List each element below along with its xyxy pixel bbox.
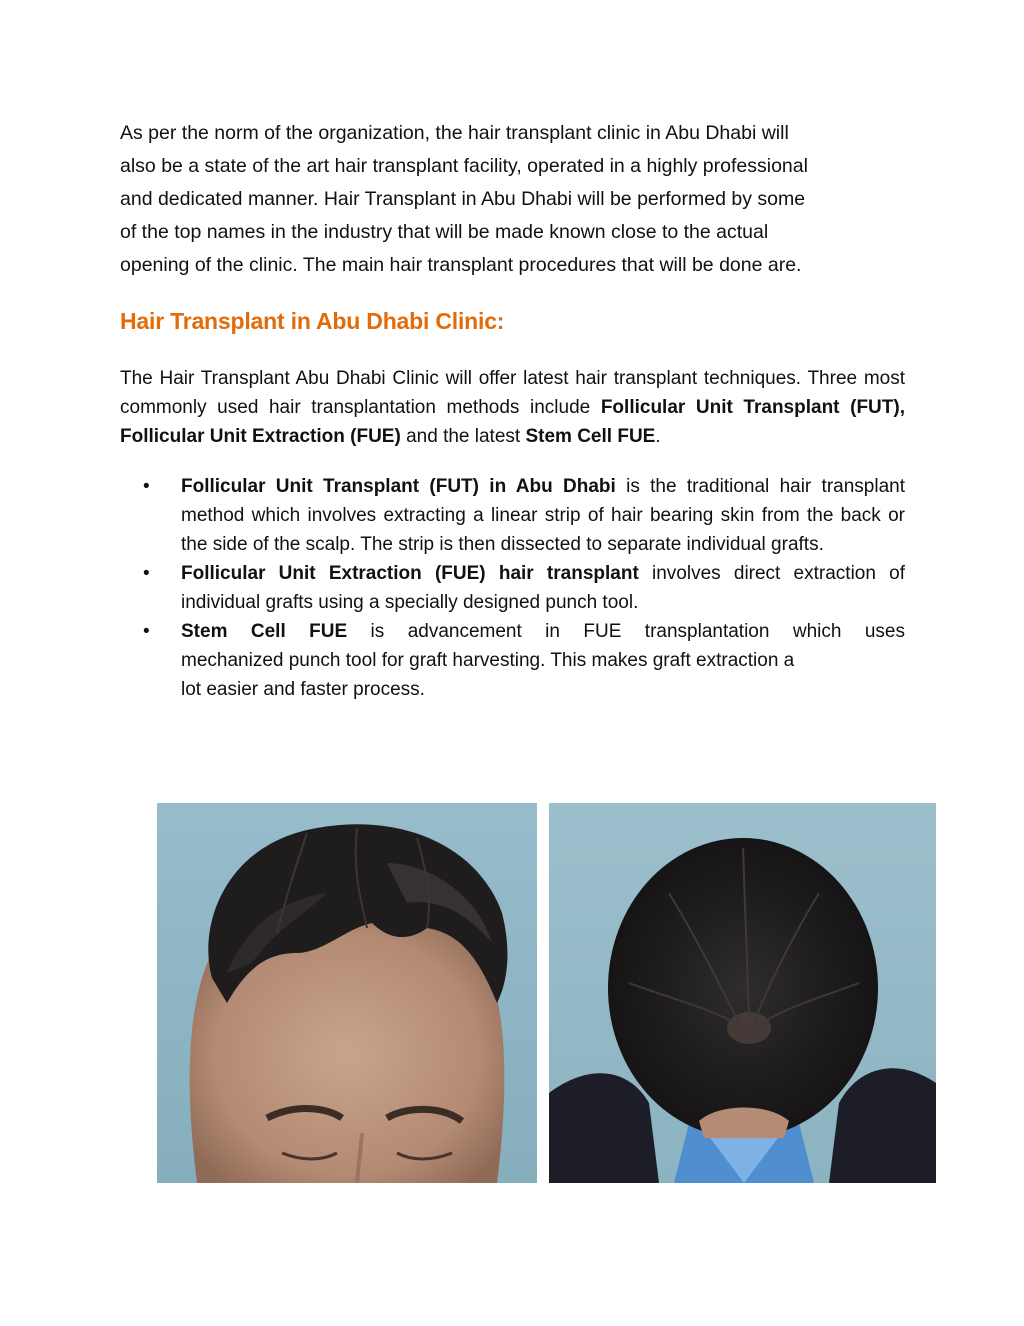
bullet-text: is the traditional hair transplant method which involves extracting a linear strip of hair bearing skin from the back or the side of the scalp. The strip is then dissected to separate individual grafts. [181,476,905,555]
bullet-bold: Follicular Unit Extraction (FUE) hair transplant [181,563,639,584]
intro-line: opening of the clinic. The main hair transplant procedures that will be done are. [120,254,802,276]
intro-line: of the top names in the industry that will be made known close to the actual [120,221,769,243]
before-after-photos [154,803,936,1183]
bullet-marker: • [143,476,150,497]
intro-paragraph [120,117,890,282]
methods-list [143,472,905,704]
para-bold-stem-cell: Stem Cell FUE [525,426,656,447]
bullet-marker: • [143,563,150,584]
bullet-line: lot easier and faster process. [181,679,425,700]
list-item [143,472,905,559]
section-heading: Hair Transplant in Abu Dhabi Clinic: [120,308,505,334]
bullet-line [181,617,905,646]
intro-line: and dedicated manner. Hair Transplant in Abu Dhabi will be performed by some [120,188,806,210]
bullet-bold: Stem Cell FUE [181,621,348,642]
bullet-bold: Follicular Unit Transplant (FUT) in Abu Dhabi [181,476,616,497]
para-text: The Hair Transplant Abu Dhabi Clinic will offer latest hair transplant techniques. Three most commonly used hair transplantation methods include [120,368,905,418]
para-text: . [655,426,661,447]
techniques-paragraph [120,364,905,451]
bullet-text: involves direct extraction of individual grafts using a specially designed punch tool. [181,563,905,613]
photo-top-crown [549,803,936,1183]
intro-line: As per the norm of the organization, the hair transplant clinic in Abu Dhabi will [120,122,789,144]
para-bold-methods: Follicular Unit Transplant (FUT), Follicular Unit Extraction (FUE) [120,397,905,447]
bullet-text: is advancement in FUE transplantation which uses [347,621,905,642]
bullet-line: mechanized punch tool for graft harvesting. This makes graft extraction a [181,650,795,671]
intro-line: also be a state of the art hair transplant facility, operated in a highly professional [120,155,808,177]
photo-front-hairline [157,803,537,1183]
para-text: and the latest [400,426,526,447]
bullet-marker: • [143,621,150,642]
list-item [143,617,905,704]
list-item [143,559,905,617]
